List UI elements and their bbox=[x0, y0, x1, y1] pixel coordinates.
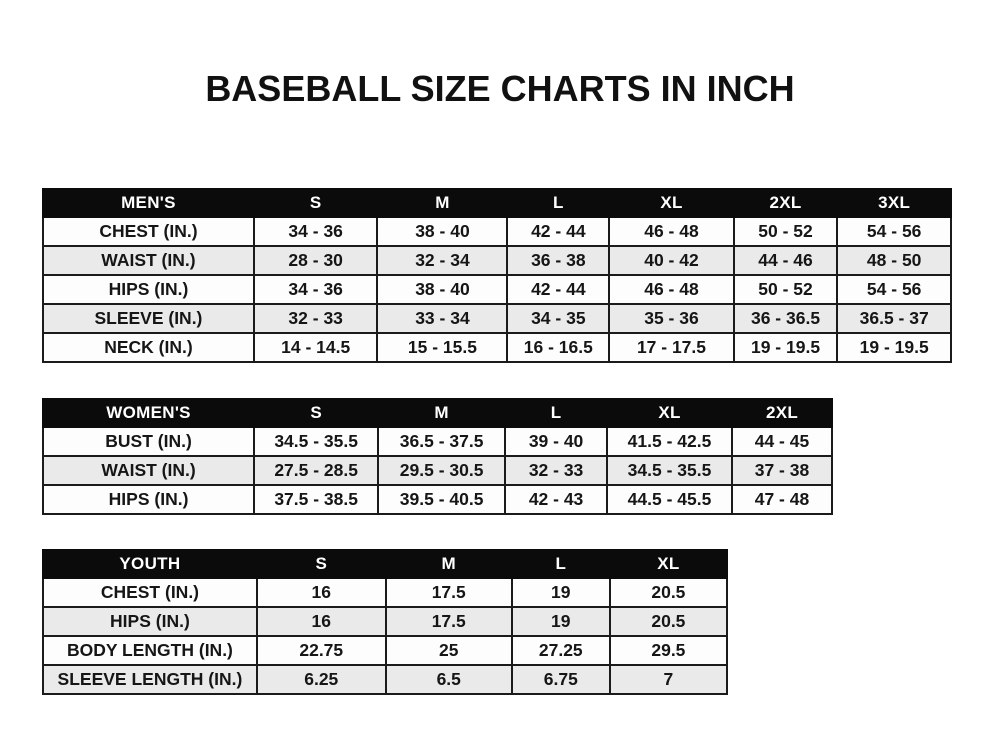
size-value: 47 - 48 bbox=[732, 485, 832, 514]
size-value: 34.5 - 35.5 bbox=[254, 427, 378, 456]
size-value: 19 bbox=[512, 607, 610, 636]
size-value: 6.5 bbox=[386, 665, 512, 694]
size-value: 25 bbox=[386, 636, 512, 665]
size-value: 20.5 bbox=[610, 607, 727, 636]
size-value: 29.5 bbox=[610, 636, 727, 665]
size-value: 17 - 17.5 bbox=[609, 333, 734, 362]
size-value: 50 - 52 bbox=[734, 275, 838, 304]
page-title: BASEBALL SIZE CHARTS IN INCH bbox=[205, 68, 795, 109]
size-value: 7 bbox=[610, 665, 727, 694]
size-value: 54 - 56 bbox=[837, 217, 951, 246]
size-value: 37 - 38 bbox=[732, 456, 832, 485]
mens-size-column-header: 2XL bbox=[734, 189, 838, 217]
size-value: 36 - 38 bbox=[507, 246, 609, 275]
size-value: 34.5 - 35.5 bbox=[607, 456, 732, 485]
measurement-label: SLEEVE (IN.) bbox=[43, 304, 254, 333]
size-value: 19 - 19.5 bbox=[837, 333, 951, 362]
size-value: 6.75 bbox=[512, 665, 610, 694]
size-value: 27.5 - 28.5 bbox=[254, 456, 378, 485]
size-value: 19 bbox=[512, 578, 610, 607]
mens-size-column-header: XL bbox=[609, 189, 734, 217]
size-value: 36.5 - 37.5 bbox=[378, 427, 505, 456]
measurement-label: HIPS (IN.) bbox=[43, 485, 254, 514]
size-value: 14 - 14.5 bbox=[254, 333, 378, 362]
mens-measurement-row bbox=[43, 217, 951, 246]
size-value: 32 - 33 bbox=[254, 304, 378, 333]
mens-measurement-row bbox=[43, 304, 951, 333]
size-value: 35 - 36 bbox=[609, 304, 734, 333]
youth-size-table bbox=[42, 549, 728, 695]
youth-size-column-header: S bbox=[257, 550, 386, 578]
size-value: 50 - 52 bbox=[734, 217, 838, 246]
size-value: 46 - 48 bbox=[609, 217, 734, 246]
youth-measurement-row bbox=[43, 636, 727, 665]
mens-size-column-header: 3XL bbox=[837, 189, 951, 217]
size-value: 46 - 48 bbox=[609, 275, 734, 304]
mens-size-table bbox=[42, 188, 952, 363]
measurement-label: WAIST (IN.) bbox=[43, 456, 254, 485]
size-value: 44 - 45 bbox=[732, 427, 832, 456]
size-value: 32 - 33 bbox=[505, 456, 607, 485]
size-value: 41.5 - 42.5 bbox=[607, 427, 732, 456]
size-value: 44.5 - 45.5 bbox=[607, 485, 732, 514]
size-value: 36 - 36.5 bbox=[734, 304, 838, 333]
size-value: 17.5 bbox=[386, 578, 512, 607]
size-value: 38 - 40 bbox=[377, 275, 507, 304]
womens-size-table bbox=[42, 398, 833, 515]
size-value: 38 - 40 bbox=[377, 217, 507, 246]
size-value: 42 - 44 bbox=[507, 275, 609, 304]
measurement-label: NECK (IN.) bbox=[43, 333, 254, 362]
mens-table-title-cell: MEN'S bbox=[43, 189, 254, 217]
size-value: 42 - 44 bbox=[507, 217, 609, 246]
size-value: 39 - 40 bbox=[505, 427, 607, 456]
youth-measurement-row bbox=[43, 665, 727, 694]
mens-size-column-header: M bbox=[377, 189, 507, 217]
youth-table-title-cell: YOUTH bbox=[43, 550, 257, 578]
size-value: 54 - 56 bbox=[837, 275, 951, 304]
size-value: 22.75 bbox=[257, 636, 386, 665]
size-value: 40 - 42 bbox=[609, 246, 734, 275]
size-value: 48 - 50 bbox=[837, 246, 951, 275]
size-value: 16 - 16.5 bbox=[507, 333, 609, 362]
womens-size-column-header: M bbox=[378, 399, 505, 427]
measurement-label: CHEST (IN.) bbox=[43, 578, 257, 607]
womens-measurement-row bbox=[43, 427, 832, 456]
youth-measurement-row bbox=[43, 578, 727, 607]
size-value: 16 bbox=[257, 607, 386, 636]
mens-size-column-header: S bbox=[254, 189, 378, 217]
womens-header-row bbox=[43, 399, 832, 427]
mens-measurement-row bbox=[43, 246, 951, 275]
size-value: 34 - 36 bbox=[254, 217, 378, 246]
mens-measurement-row bbox=[43, 275, 951, 304]
youth-size-column-header: L bbox=[512, 550, 610, 578]
size-value: 28 - 30 bbox=[254, 246, 378, 275]
size-value: 19 - 19.5 bbox=[734, 333, 838, 362]
measurement-label: WAIST (IN.) bbox=[43, 246, 254, 275]
size-value: 37.5 - 38.5 bbox=[254, 485, 378, 514]
measurement-label: BODY LENGTH (IN.) bbox=[43, 636, 257, 665]
size-value: 34 - 36 bbox=[254, 275, 378, 304]
size-value: 39.5 - 40.5 bbox=[378, 485, 505, 514]
size-value: 32 - 34 bbox=[377, 246, 507, 275]
measurement-label: SLEEVE LENGTH (IN.) bbox=[43, 665, 257, 694]
size-value: 15 - 15.5 bbox=[377, 333, 507, 362]
size-value: 17.5 bbox=[386, 607, 512, 636]
size-value: 44 - 46 bbox=[734, 246, 838, 275]
womens-measurement-row bbox=[43, 485, 832, 514]
size-value: 6.25 bbox=[257, 665, 386, 694]
size-value: 27.25 bbox=[512, 636, 610, 665]
womens-size-column-header: L bbox=[505, 399, 607, 427]
measurement-label: HIPS (IN.) bbox=[43, 607, 257, 636]
size-value: 16 bbox=[257, 578, 386, 607]
youth-size-column-header: XL bbox=[610, 550, 727, 578]
size-value: 29.5 - 30.5 bbox=[378, 456, 505, 485]
womens-size-column-header: XL bbox=[607, 399, 732, 427]
youth-header-row bbox=[43, 550, 727, 578]
mens-measurement-row bbox=[43, 333, 951, 362]
size-value: 36.5 - 37 bbox=[837, 304, 951, 333]
mens-size-column-header: L bbox=[507, 189, 609, 217]
measurement-label: CHEST (IN.) bbox=[43, 217, 254, 246]
measurement-label: BUST (IN.) bbox=[43, 427, 254, 456]
womens-table-title-cell: WOMEN'S bbox=[43, 399, 254, 427]
womens-size-column-header: S bbox=[254, 399, 378, 427]
size-value: 33 - 34 bbox=[377, 304, 507, 333]
size-value: 20.5 bbox=[610, 578, 727, 607]
size-value: 42 - 43 bbox=[505, 485, 607, 514]
womens-size-column-header: 2XL bbox=[732, 399, 832, 427]
youth-size-column-header: M bbox=[386, 550, 512, 578]
youth-measurement-row bbox=[43, 607, 727, 636]
mens-header-row bbox=[43, 189, 951, 217]
size-value: 34 - 35 bbox=[507, 304, 609, 333]
womens-measurement-row bbox=[43, 456, 832, 485]
measurement-label: HIPS (IN.) bbox=[43, 275, 254, 304]
